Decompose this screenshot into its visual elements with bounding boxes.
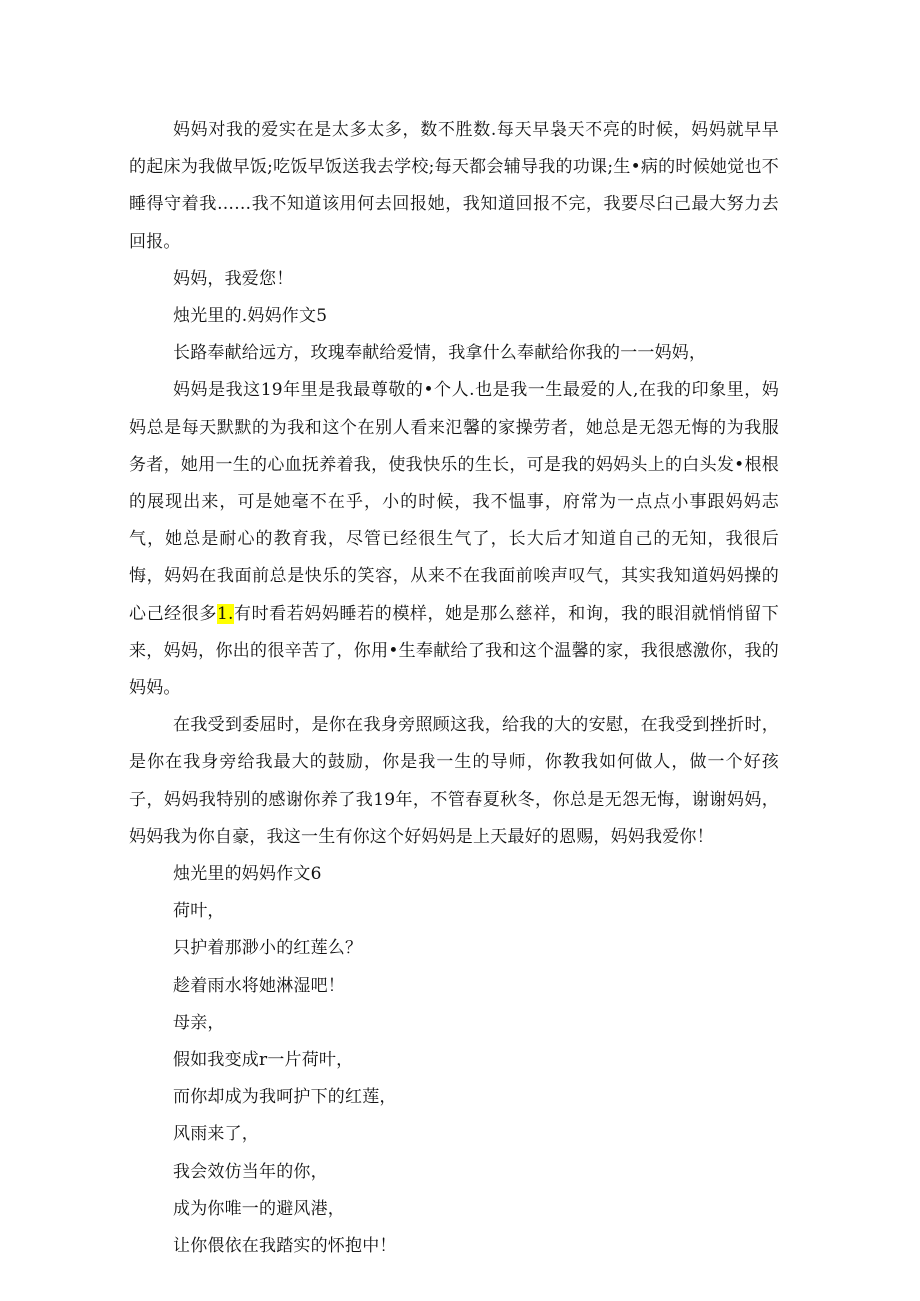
poem-line: 趁着雨水将她淋湿吧！ bbox=[173, 975, 345, 996]
poem-line: 而你却成为我呵护下的红莲， bbox=[173, 1087, 397, 1108]
poem-line: 成为你唯一的避风港， bbox=[173, 1198, 345, 1219]
poem-line: 假如我变成r一片荷叶， bbox=[173, 1050, 354, 1071]
paragraph-text-part: 有时看若妈妈睡若的模样，她是那么慈祥，和询，我的眼泪就悄悄留下来，妈妈，你出的很辛苦了，你用•生奉献给了我和这个温馨的家，我很感激你，我的妈妈。 bbox=[129, 603, 779, 699]
paragraph-mother-19-years bbox=[129, 372, 779, 707]
paragraph-long-road: 长路奉献给远方，玫瑰奉献给爱情，我拿什么奉献给你我的一一妈妈， bbox=[173, 343, 707, 364]
essay-body bbox=[129, 112, 779, 1265]
highlighted-text: 1. bbox=[216, 603, 234, 624]
poem-line: 我会效仿当年的你， bbox=[173, 1161, 328, 1182]
poem-line: 只护着那渺小的红莲么？ bbox=[173, 938, 363, 959]
poem-line: 风雨来了， bbox=[173, 1124, 259, 1145]
paragraph-grievance: 在我受到委屈时，是你在我身旁照顾这我，给我的大的安慰，在我受到挫折时，是你在我身旁给我最大的鼓励，你是我一生的导师，你教我如何做人，做一个好孩子，妈妈我特别的感谢你养了我19年，不管春夏秋冬，你总是无怨无悔，谢谢妈妈，妈妈我为你自豪，我这一生有你这个好妈妈是上天最好的恩赐，妈妈我爱你！ bbox=[129, 715, 779, 847]
poem-line: 荷叶， bbox=[173, 901, 225, 922]
essay-title-5: 烛光里的.妈妈作文5 bbox=[173, 306, 328, 327]
poem-line: 母亲， bbox=[173, 1012, 225, 1033]
poem-line: 让你偎依在我踏实的怀抱中！ bbox=[173, 1236, 397, 1257]
paragraph-mother-love: 妈妈对我的爱实在是太多太多，数不胜数.每天早袅天不亮的时候，妈妈就早早的起床为我做早饭;吃饭早饭送我去学校;每天都会辅导我的功课;生•病的时候她觉也不睡得守着我……我不知道该用何去回报她，我知道回报不完，我要尽臼己最大努力去回报。 bbox=[129, 120, 779, 252]
paragraph-i-love-you: 妈妈，我爱您！ bbox=[173, 268, 294, 289]
essay-title-6: 烛光里的妈妈作文6 bbox=[173, 864, 322, 885]
paragraph-text-part: 妈妈是我这19年里是我最尊敬的•个人.也是我一生最爱的人,在我的印象里，妈妈总是每天默默的为我和这个在别人看来氾馨的家操劳者，她总是无怨无悔的为我服务者，她用一生的心血抚养着我，使我快乐的生长，可是我的妈妈头上的白头发•根根的展现出来，可是她毫不在乎，小的时候，我不愠事，府常为一点点小事跟妈妈志气，她总是耐心的教育我，尽管已经很生气了，长大后才知道自己的无知，我很后悔，妈妈在我面前总是快乐的笑容，从来不在我面前唉声叹气，其实我知道妈妈操的心己经很多 bbox=[129, 380, 779, 624]
